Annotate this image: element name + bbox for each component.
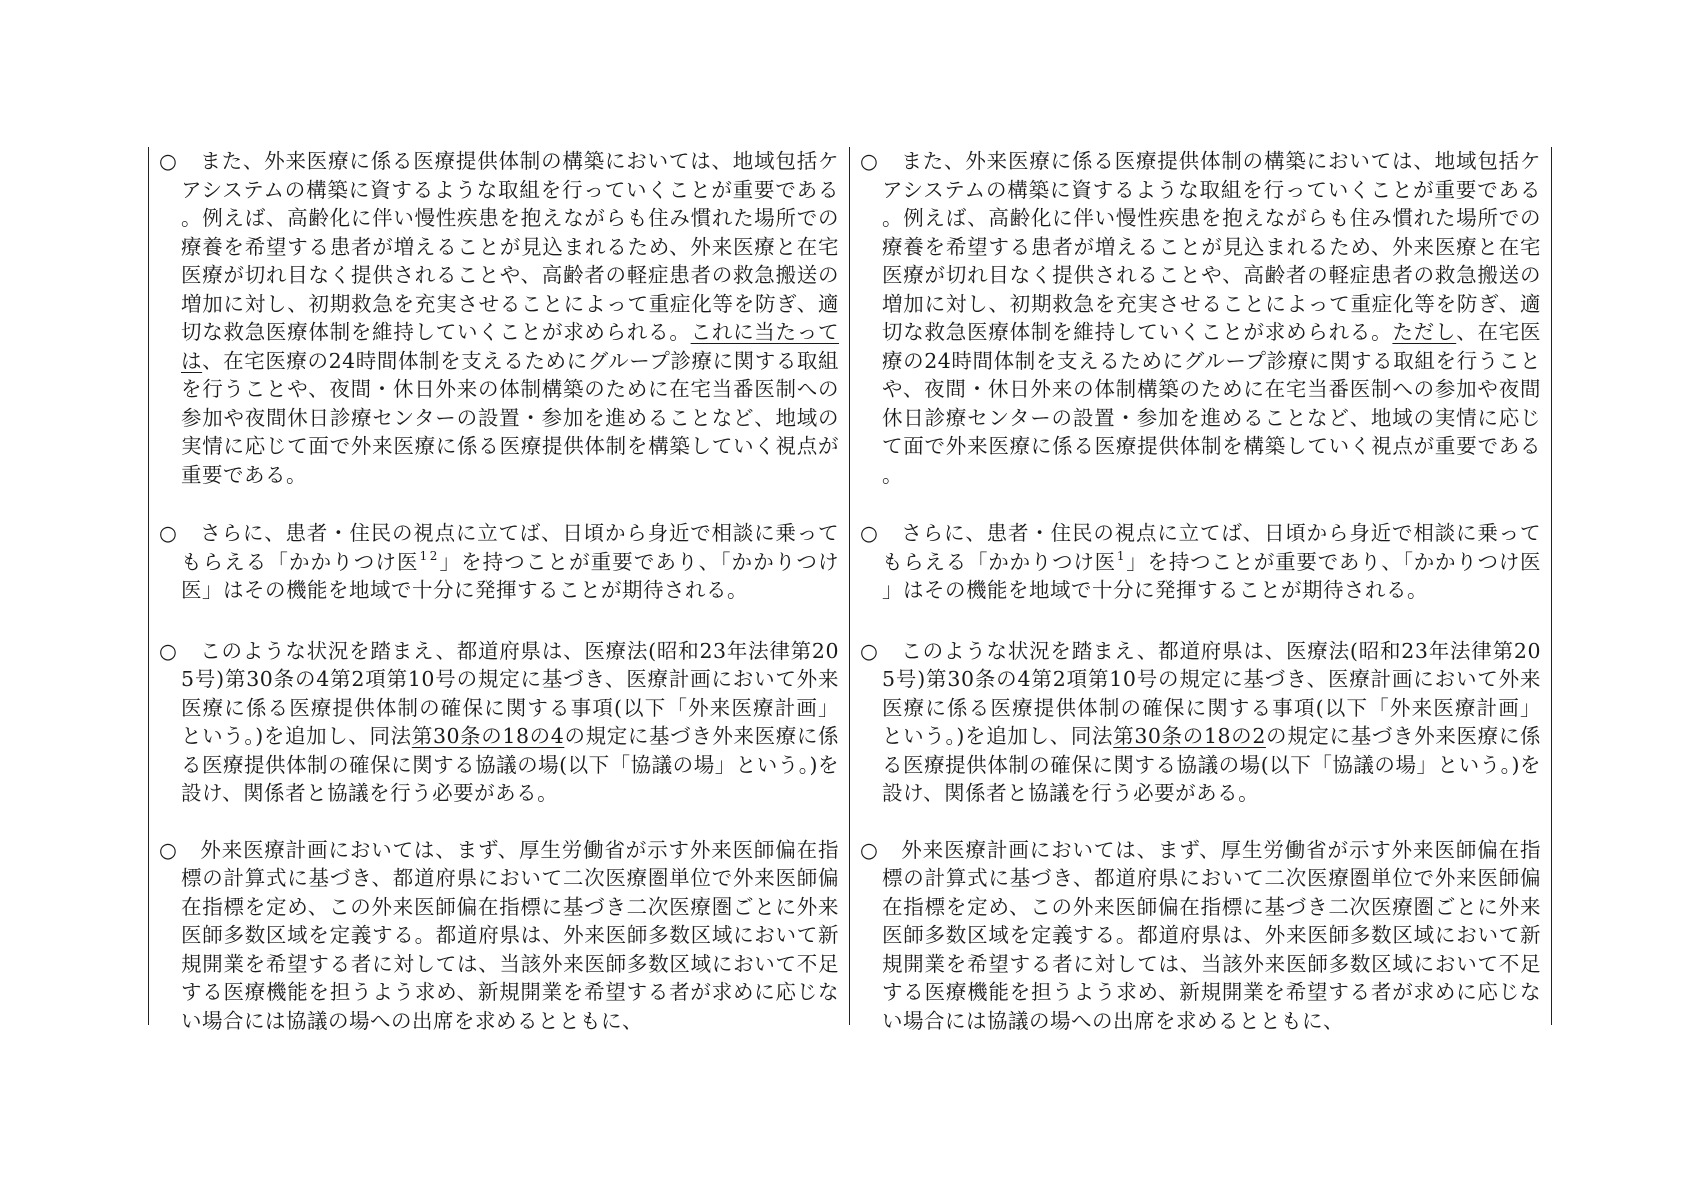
bullet-circle-icon: ○ [860,638,879,663]
underlined-text: これに当たっては [181,320,840,373]
bullet-circle-icon: ○ [159,837,178,862]
paragraph [159,637,839,808]
bullet-circle-icon: ○ [860,521,879,545]
comparison-table [148,147,1552,1033]
paragraph [159,147,839,489]
paragraph-text: このような状況を踏まえ、都道府県は、医療法(昭和23年法律第205号)第30条の4第2項第10号の規定に基づき、医療計画において外来医療に係る医療提供体制の確保に関する事項(以下「外来医療計画」という。)を追加し、同法 [181,638,839,748]
paragraph [860,836,1541,1036]
bullet-circle-icon: ○ [159,149,178,173]
bullet-circle-icon: ○ [159,521,178,545]
paragraph-text: の規定に基づき外来医療に係る医療提供体制の確保に関する協議の場(以下「協議の場」という。)を設け、関係者と協議を行う必要がある。 [882,724,1541,805]
paragraph [860,637,1541,808]
paragraph-text: また、外来医療に係る医療提供体制の構築においては、地域包括ケアシステムの構築に資するような取組を行っていくことが重要である。例えば、高齢化に伴い慢性疾患を抱えながらも住み慣れた場所での療養を希望する患者が増えることが見込まれるため、外来医療と在宅医療が切れ目なく提供されることや、高齢者の軽症患者の救急搬送の増加に対し、初期救急を充実させることによって重症化等を防ぎ、適切な救急医療体制を維持していくことが求められる。 [882,149,1541,344]
paragraph [159,836,839,1036]
bullet-circle-icon: ○ [860,837,879,862]
underlined-text: 第30条の18の2 [1113,724,1266,748]
footnote-ref: 1 [1116,548,1126,563]
underlined-text: 第30条の18の4 [411,724,565,748]
paragraph-text: さらに、患者・住民の視点に立てば、日頃から身近で相談に乗ってもらえる「かかりつけ医 [882,521,1541,574]
revised-text-column [148,147,850,1033]
paragraph [159,519,839,605]
paragraph-text: 、在宅医療の24時間体制を支えるためにグループ診療に関する取組を行うことや、夜間・休日外来の体制構築のために在宅当番医制への参加や夜間休日診療センターの設置・参加を進めることなど、地域の実情に応じて面で外来医療に係る医療提供体制を構築していく視点が重要である。 [882,320,1542,487]
paragraph-text: 外来医療計画においては、まず、厚生労働省が示す外来医師偏在指標の計算式に基づき、都道府県において二次医療圏単位で外来医師偏在指標を定め、この外来医師偏在指標に基づき二次医療圏ごとに外来医師多数区域を定義する。都道府県は、外来医師多数区域において新規開業を希望する者に対しては、当該外来医師多数区域において不足する医療機能を担うよう求め、新規開業を希望する者が求めに応じない場合には協議の場への出席を求めるとともに、 [181,837,839,1033]
paragraph-text: 」を持つことが重要であり、「かかりつけ医」はその機能を地域で十分に発揮することが期待される。 [181,549,840,602]
paragraph-text: このような状況を踏まえ、都道府県は、医療法(昭和23年法律第205号)第30条の4第2項第10号の規定に基づき、医療計画において外来医療に係る医療提供体制の確保に関する事項(以下「外来医療計画」という。)を追加し、同法 [882,638,1541,748]
paragraph-text: 」を持つことが重要であり、「かかりつけ医」はその機能を地域で十分に発揮することが期待される。 [882,549,1542,602]
footnote-ref: 1 [419,548,428,563]
paragraph-text: 外来医療計画においては、まず、厚生労働省が示す外来医師偏在指標の計算式に基づき、都道府県において二次医療圏単位で外来医師偏在指標を定め、この外来医師偏在指標に基づき二次医療圏ごとに外来医師多数区域を定義する。都道府県は、外来医師多数区域において新規開業を希望する者に対しては、当該外来医師多数区域において不足する医療機能を担うよう求め、新規開業を希望する者が求めに応じない場合には協議の場への出席を求めるとともに、 [882,837,1541,1033]
paragraph [860,147,1541,489]
footnote-ref: 2 [429,548,438,563]
paragraph [860,519,1541,605]
underlined-text: ただし [1392,320,1457,344]
paragraph-text: さらに、患者・住民の視点に立てば、日頃から身近で相談に乗ってもらえる「かかりつけ医 [181,521,839,574]
paragraph-text: の規定に基づき外来医療に係る医療提供体制の確保に関する協議の場(以下「協議の場」という。)を設け、関係者と協議を行う必要がある。 [181,724,840,805]
paragraph-text: また、外来医療に係る医療提供体制の構築においては、地域包括ケアシステムの構築に資するような取組を行っていくことが重要である。例えば、高齢化に伴い慢性疾患を抱えながらも住み慣れた場所での療養を希望する患者が増えることが見込まれるため、外来医療と在宅医療が切れ目なく提供されることや、高齢者の軽症患者の救急搬送の増加に対し、初期救急を充実させることによって重症化等を防ぎ、適切な救急医療体制を維持していくことが求められる。 [181,149,839,344]
bullet-circle-icon: ○ [159,638,178,663]
paragraph-text: 、在宅医療の24時間体制を支えるためにグループ診療に関する取組を行うことや、夜間・休日外来の体制構築のために在宅当番医制への参加や夜間休日診療センターの設置・参加を進めることなど、地域の実情に応じて面で外来医療に係る医療提供体制を構築していく視点が重要である。 [181,348,839,487]
bullet-circle-icon: ○ [860,149,879,173]
current-text-column [850,147,1552,1033]
